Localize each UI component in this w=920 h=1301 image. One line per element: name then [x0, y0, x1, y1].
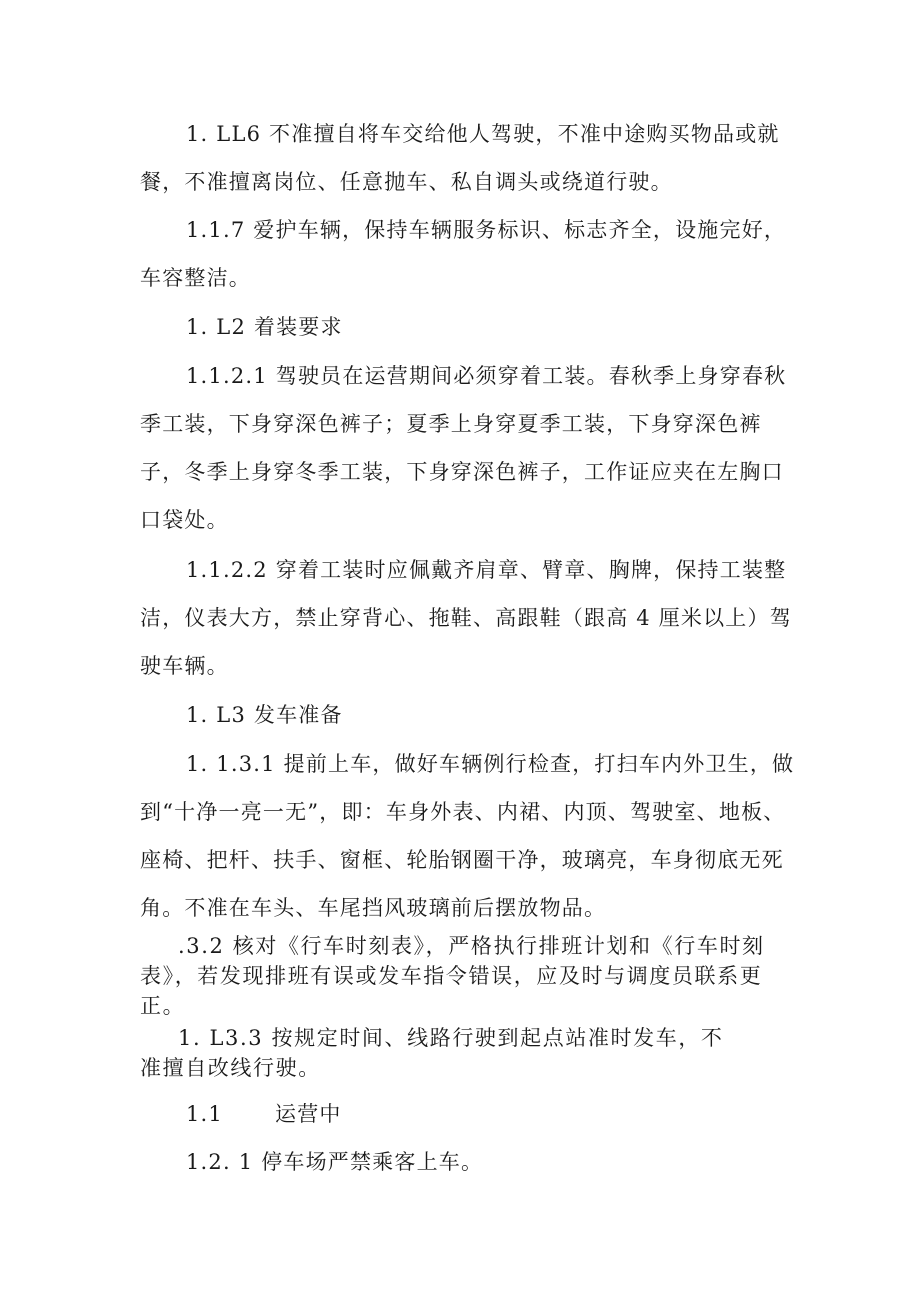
paragraph-1-1-6: 1. LL6 不准擅自将车交给他人驾驶，不准中途购买物品或就餐，不准擅离岗位、任意抛车、私自调头或绕道行驶。: [140, 122, 780, 194]
paragraph-1-1-3-2: .3.2 核对《行车时刻表》，严格执行排班计划和《行车时刻表》，若发现排班有误或发车指令错误，应及时与调度员联系更正。: [140, 934, 765, 1018]
heading-1-1-3: 1. L3 发车准备: [186, 703, 343, 727]
section-title: 运营中: [275, 1102, 342, 1126]
paragraph-1-1-3-1: 1. 1.3.1 提前上车，做好车辆例行检查，打扫车内外卫生，做到“十净一亮一无”，即：车身外表、内裙、内顶、驾驶室、地板、座椅、把杆、扶手、窗框、轮胎钢圈干净，玻璃亮，车身彻底无死角。不准在车头、车尾挡风玻璃前后摆放物品。: [140, 752, 795, 920]
heading-1-1-2: 1. L2 着装要求: [186, 315, 343, 339]
paragraph-1-1-3-3: 1. L3.3 按规定时间、线路行驶到起点站准时发车，不准擅自改线行驶。: [140, 1026, 724, 1080]
heading-1-1: [186, 1090, 342, 1138]
paragraph-1-1-7: 1.1.7 爱护车辆，保持车辆服务标识、标志齐全，设施完好，车容整洁。: [140, 218, 787, 290]
section-number: 1.1: [186, 1102, 223, 1126]
paragraph-1-2-1: 1.2. 1 停车场严禁乘客上车。: [186, 1150, 484, 1174]
paragraph-1-1-2-2: 1.1.2.2 穿着工装时应佩戴齐肩章、臂章、胸牌，保持工装整洁，仪表大方，禁止穿背心、拖鞋、高跟鞋（跟高 4 厘米以上）驾驶车辆。: [140, 558, 792, 678]
paragraph-1-1-2-1: 1.1.2.1 驾驶员在运营期间必须穿着工装。春秋季上身穿春秋季工装，下身穿深色裤子；夏季上身穿夏季工装，下身穿深色裤子，冬季上身穿冬季工装，下身穿深色裤子，工作证应夹在左胸口口袋处。: [140, 364, 787, 532]
